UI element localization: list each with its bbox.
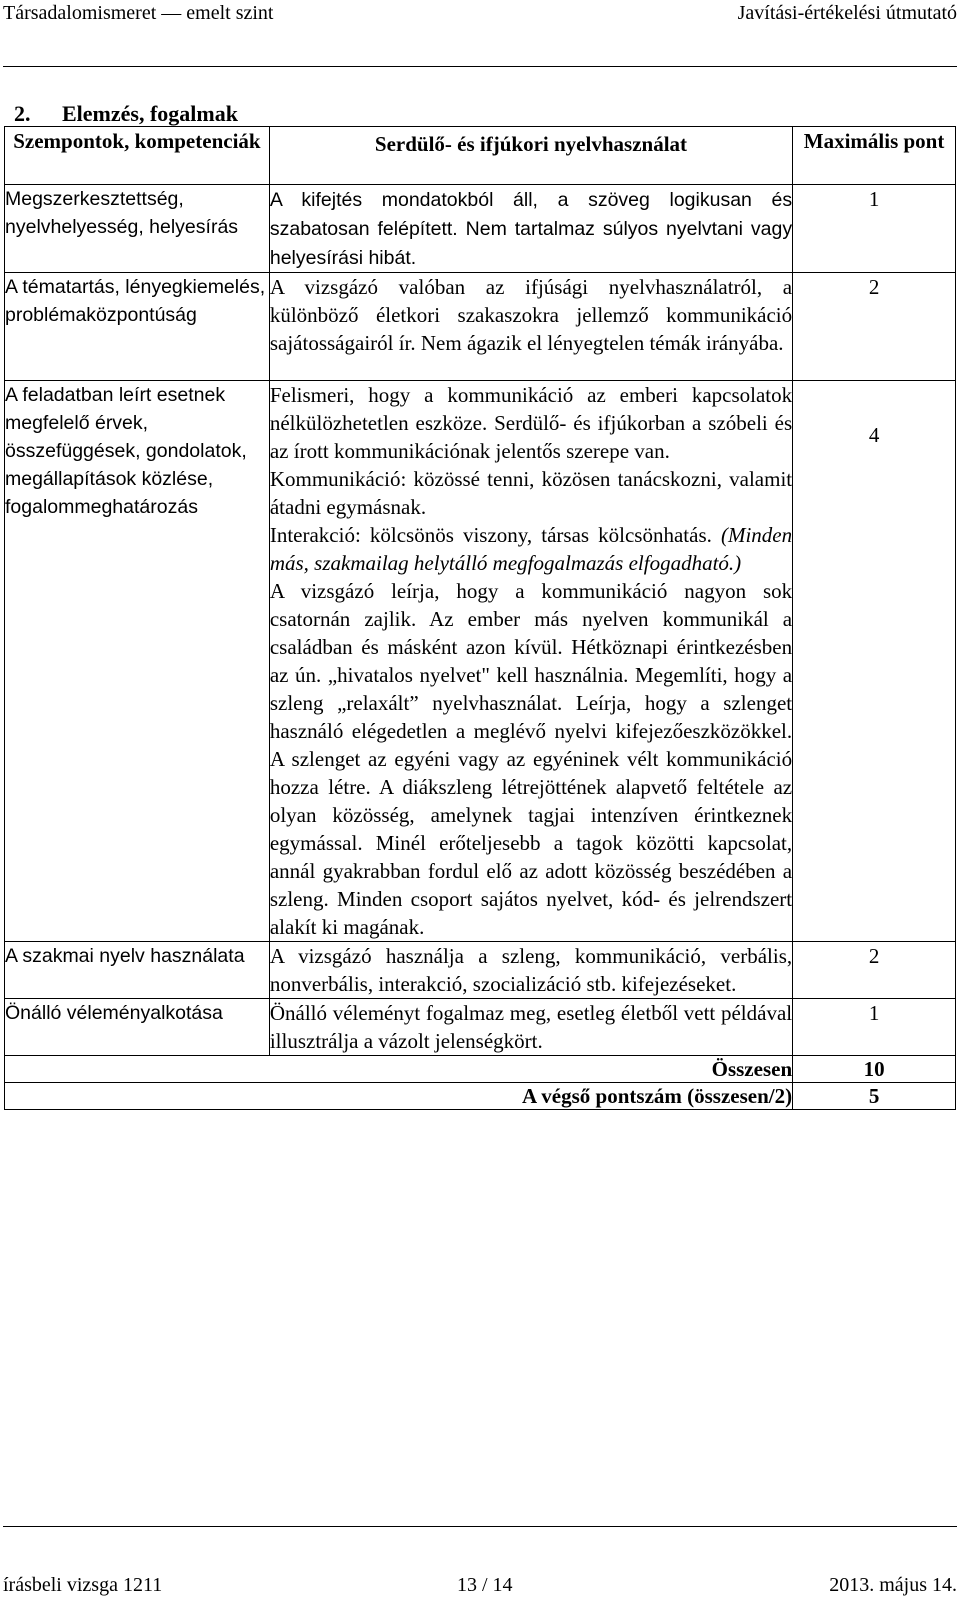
description-paragraph: Felismeri, hogy a kommunikáció az emberi kapcsolatok nélkülözhetetlen eszköze. Serdülő- és ifjúkorban a szóbeli és az írott kommunikációnak jelentős szerepe van. [269,383,793,463]
table-row [5,999,956,1056]
page-header [3,2,957,30]
description-paragraph: A vizsgázó leírja, hogy a kommunikáció nagyon sok csatornán zajlik. Az ember más nyelven kommunikál a családban és másként azon kívül. Hétköznapi érintkezésben az ún. „hivatalos nyelvet" kell használnia. Megemlíti, hogy a szleng „relaxált” nyelvhasználat. Leírja, hogy a szlenget használó elégedetlen a meglévő nyelvi kifejezőeszközökkel. A szlenget az egyéni vagy az egyéninek vélt kommunikáció hozza létre. A diákszleng létrejöttének alapvető feltétele az olyan közösség, amelynek tagjai intenzíven érintkeznek egymással. Minél erőteljesebb a tagok közötti kapcsolat, annál gyakrabban fordul elő az adott közösség beszédében a szleng. Minden csoport sajátos nyelvet, kód- és jelrendszert alakít ki magának. [269,579,793,939]
footer-rule [3,1526,957,1527]
final-score-value: 5 [793,1083,956,1110]
description-text: A kifejtés mondatokból áll, a szöveg logikusan és szabatosan felépített. Nem tartalmaz súlyos nyelvtani vagy helyesírási hibát. [269,189,793,269]
criterion-cell: A feladatban leírt esetnek megfelelő érvek, összefüggések, gondolatok, megállapítások közlése, fogalommeghatározás [5,381,270,942]
description-paragraph: Kommunikáció: közössé tenni, közösen tanácskozni, valamit átadni egymásnak. [269,467,793,519]
col-header-topic: Serdülő- és ifjúkori nyelvhasználat [269,127,792,185]
points-value: 4 [868,423,880,447]
final-score-row [5,1083,956,1110]
description-paragraph [270,521,792,577]
description-text: Interakció: kölcsönös viszony, társas kölcsönhatás. [269,523,712,547]
footer-page-number: 13 / 14 [457,1574,513,1596]
final-score-label: A végső pontszám (összesen/2) [5,1083,793,1110]
table-header-row [5,127,956,185]
table-row [5,185,956,273]
description-cell [269,381,792,942]
col-header-criteria: Szempontok, kompetenciák [5,127,270,185]
header-subject: Társadalomismeret — emelt szint [3,2,274,24]
description-cell: A vizsgázó használja a szleng, kommunikáció, verbális, nonverbális, interakció, szocializáció stb. kifejezéseket. [269,942,792,999]
description-cell: A vizsgázó valóban az ifjúsági nyelvhasználatról, a különböző életkori szakaszokra jellemző kommunikáció sajátosságairól ír. Nem ágazik el lényegtelen témák irányába. [269,273,792,381]
sum-row [5,1056,956,1083]
criterion-cell: A szakmai nyelv használata [5,942,270,999]
description-note: (Minden más, szakmailag helytálló megfogalmazás elfogadható.) [269,523,793,575]
criterion-cell: A tématartás, lényegkiemelés, problémaközpontúság [5,273,270,381]
points-cell: 1 [793,999,956,1056]
points-cell: 2 [793,273,956,381]
section-title [14,101,238,127]
section-title-text: Elemzés, fogalmak [62,101,238,126]
table-row [5,942,956,999]
table-row [5,381,956,942]
page-footer [3,1574,957,1598]
section-number: 2. [14,101,31,126]
points-cell: 1 [793,185,956,273]
sum-value: 10 [793,1056,956,1083]
header-rule [3,66,957,67]
points-cell: 2 [793,942,956,999]
col-header-max-points: Maximális pont [793,127,956,185]
footer-date: 2013. május 14. [829,1574,957,1596]
criterion-cell: Megszerkesztettség, nyelvhelyesség, helyesírás [5,185,270,273]
sum-label: Összesen [5,1056,793,1083]
header-doc-type: Javítási-értékelési útmutató [737,2,957,24]
description-cell: Önálló véleményt fogalmaz meg, esetleg életből vett példával illusztrálja a vázolt jelenségkört. [269,999,792,1056]
grading-table [4,126,956,1110]
footer-exam-code: írásbeli vizsga 1211 [3,1574,163,1596]
table-row [5,273,956,381]
points-cell [793,381,956,942]
criterion-cell: Önálló véleményalkotása [5,999,270,1056]
description-cell [269,185,792,273]
